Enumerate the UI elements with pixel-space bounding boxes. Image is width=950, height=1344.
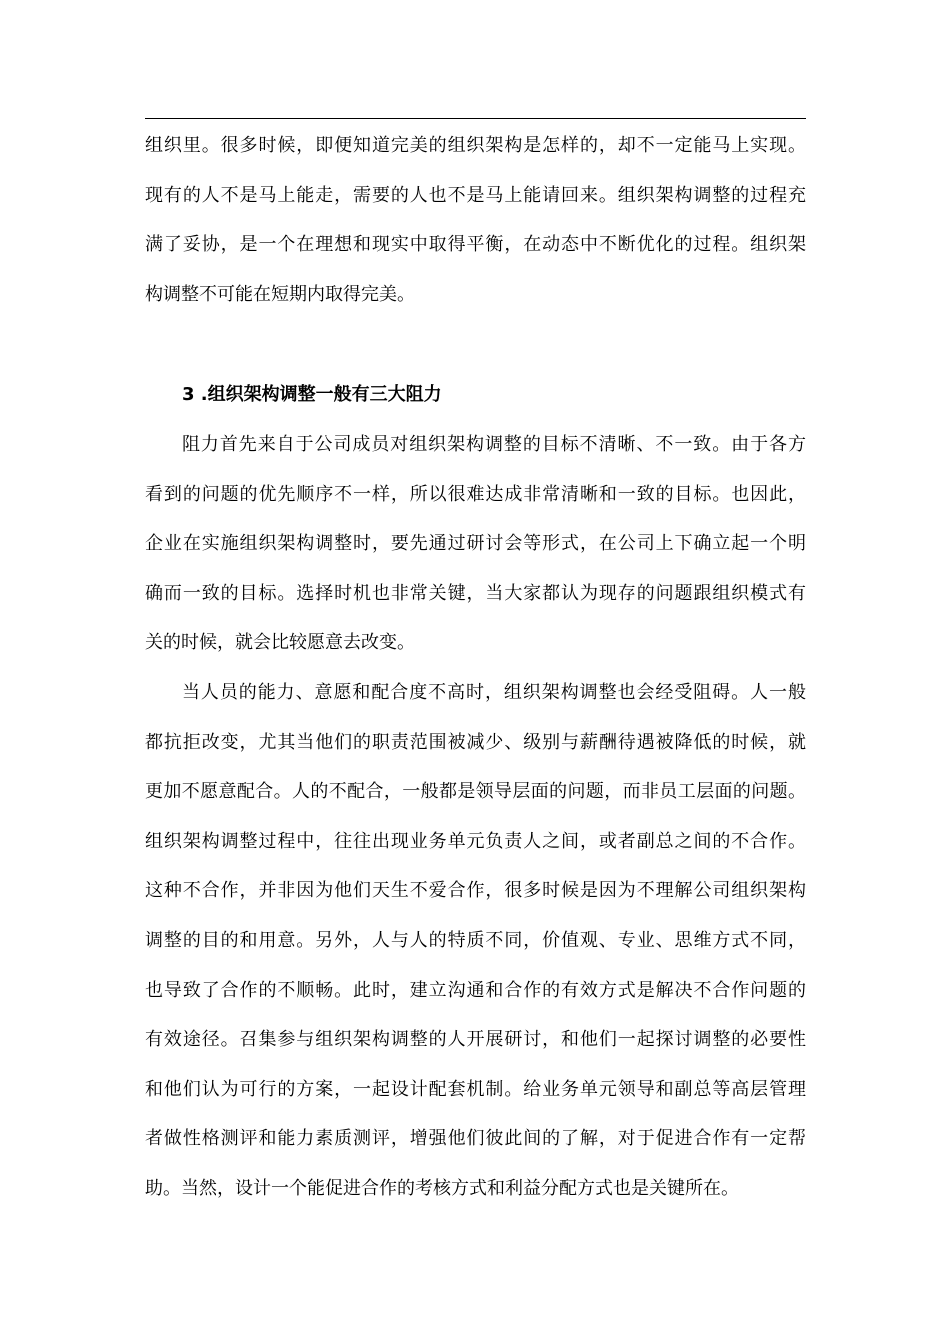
text-line: 关的时候，就会比较愿意去改变。	[145, 632, 415, 654]
text-line: 助。当然，设计一个能促进合作的考核方式和利益分配方式也是关键所在。	[145, 1177, 739, 1199]
text-line: 都抗拒改变，尤其当他们的职责范围被减少、级别与薪酬待遇被降低的时候，就	[145, 731, 806, 753]
section-heading: 3 .组织架构调整一般有三大阻力	[182, 384, 442, 405]
text-line: 阻力首先来自于公司成员对组织架构调整的目标不清晰、不一致。由于各方	[182, 434, 806, 455]
text-line: 看到的问题的优先顺序不一样，所以很难达成非常清晰和一致的目标。也因此，	[145, 483, 806, 505]
text-line: 调整的目的和用意。另外，人与人的特质不同，价值观、专业、思维方式不同，	[145, 929, 806, 951]
text-line: 更加不愿意配合。人的不配合，一般都是领导层面的问题，而非员工层面的问题。	[145, 781, 806, 803]
text-line: 企业在实施组织架构调整时，要先通过研讨会等形式，在公司上下确立起一个明	[145, 533, 806, 555]
header-rule	[145, 118, 806, 119]
text-line: 这种不合作，并非因为他们天生不爱合作，很多时候是因为不理解公司组织架构	[145, 880, 806, 902]
text-line: 现有的人不是马上能走，需要的人也不是马上能请回来。组织架构调整的过程充	[145, 184, 806, 206]
text-line: 者做性格测评和能力素质测评，增强他们彼此间的了解，对于促进合作有一定帮	[145, 1128, 806, 1150]
text-line: 满了妥协，是一个在理想和现实中取得平衡，在动态中不断优化的过程。组织架	[145, 234, 806, 256]
text-line: 构调整不可能在短期内取得完美。	[145, 283, 415, 305]
text-line: 组织架构调整过程中，往往出现业务单元负责人之间，或者副总之间的不合作。	[145, 830, 806, 852]
text-line: 也导致了合作的不顺畅。此时，建立沟通和合作的有效方式是解决不合作问题的	[145, 979, 806, 1001]
paragraph-continued	[145, 121, 806, 319]
paragraph-2	[145, 420, 806, 668]
paragraph-3	[145, 668, 806, 1214]
text-line: 和他们认为可行的方案，一起设计配套机制。给业务单元领导和副总等高层管理	[145, 1078, 806, 1100]
text-line: 当人员的能力、意愿和配合度不高时，组织架构调整也会经受阻碍。人一般	[182, 682, 806, 703]
text-line: 确而一致的目标。选择时机也非常关键，当大家都认为现存的问题跟组织模式有	[145, 582, 806, 604]
text-line: 组织里。很多时候，即便知道完美的组织架构是怎样的，却不一定能马上实现。	[145, 135, 806, 156]
text-line: 有效途径。召集参与组织架构调整的人开展研讨，和他们一起探讨调整的必要性	[145, 1029, 806, 1051]
